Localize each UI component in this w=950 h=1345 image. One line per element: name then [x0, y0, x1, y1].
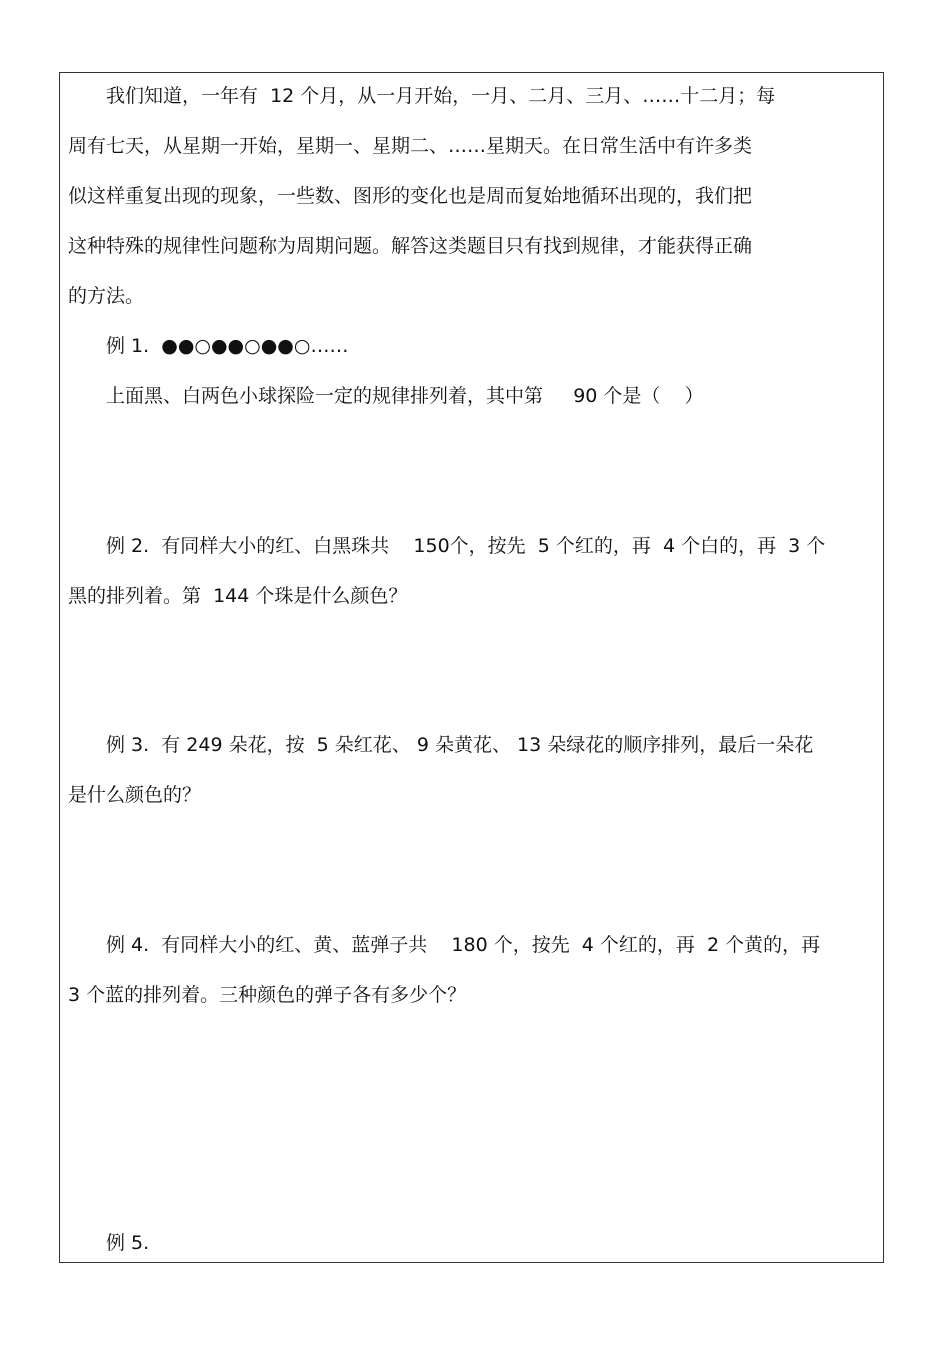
intro-line-1: 我们知道，一年有 12 个月，从一月开始，一月、二月、三月、……十二月；每	[106, 85, 776, 107]
example-2-line-1: 例 2. 有同样大小的红、白黑珠共 150个，按先 5 个红的，再 4 个白的，再 3 个	[106, 535, 826, 557]
intro-line-3: 似这样重复出现的现象，一些数、图形的变化也是周而复始地循环出现的，我们把	[68, 185, 753, 207]
intro-line-4: 这种特殊的规律性问题称为周期问题。解答这类题目只有找到规律，才能获得正确	[68, 235, 753, 257]
intro-line-2: 周有七天，从星期一开始，星期一、星期二、……星期天。在日常生活中有许多类	[68, 135, 753, 157]
example-4-line-2: 3 个蓝的排列着。三种颜色的弹子各有多少个？	[68, 984, 467, 1006]
example-4-line-1: 例 4. 有同样大小的红、黄、蓝弹子共 180 个，按先 4 个红的，再 2 个黄的，再	[106, 934, 821, 956]
example-3-line-2: 是什么颜色的？	[68, 784, 202, 806]
example-2-line-2: 黑的排列着。第 144 个珠是什么颜色？	[68, 585, 408, 607]
example-1-title: 例 1. ●●○●●○●●○……	[106, 335, 349, 357]
example-5-title: 例 5.	[106, 1232, 150, 1254]
example-1-question: 上面黑、白两色小球探险一定的规律排列着，其中第 90 个是（ ）	[106, 385, 704, 407]
intro-line-5: 的方法。	[68, 285, 145, 307]
example-3-line-1: 例 3. 有 249 朵花，按 5 朵红花、 9 朵黄花、 13 朵绿花的顺序排列，最后一朵花	[106, 734, 814, 756]
